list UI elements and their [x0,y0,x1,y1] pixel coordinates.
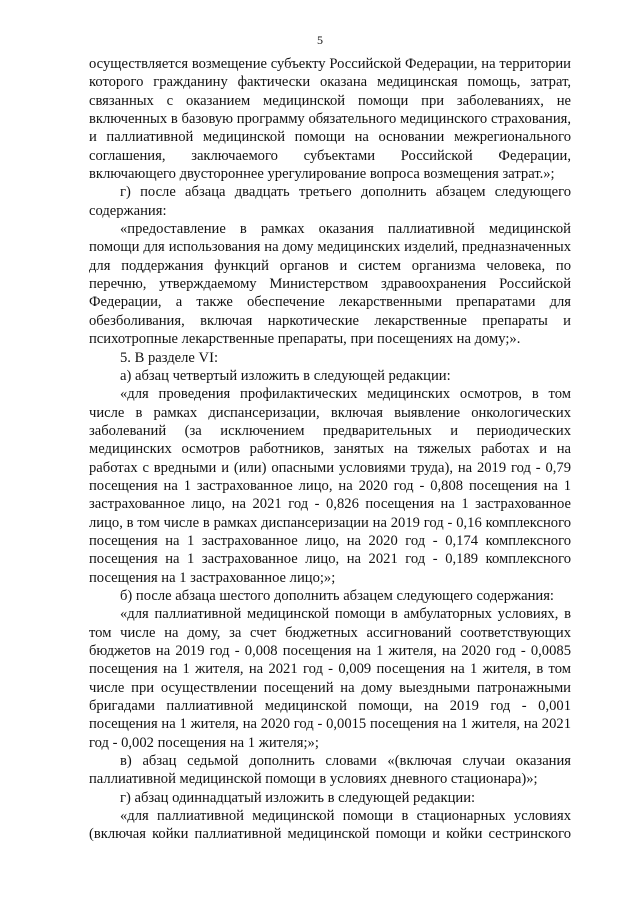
paragraph-item-g-23: г) после абзаца двадцать третьего дополнить абзацем следующего содержания: [89,184,571,219]
paragraph-item-g-11: г) абзац одиннадцатый изложить в следующей редакции: [120,789,476,806]
document-body [89,55,571,844]
paragraph-preventive-exams: «для проведения профилактических медицинских осмотров, в том числе в рамках диспансеризации, включая выявление онкологических заболеваний (за исключением предварительных и периодических медицинских осмотров работников, занятых на тяжелых работах и на работах с вредными и (или) опасными условиями труда), на 2019 год - 0,79 посещения на 1 застрахованное лицо, на 2020 год - 0,808 посещения на 1 застрахованное лицо, на 2021 год - 0,826 посещения на 1 застрахованное лицо, в том числе в рамках диспансеризации на 2019 год - 0,16 комплексного посещения на 1 застрахованное лицо, на 2020 год - 0,174 комплексного посещения на 1 застрахованное лицо, на 2021 год - 0,189 комплексного посещения на 1 застрахованное лицо;»; [89,386,571,586]
paragraph-palliative-home-devices: «предоставление в рамках оказания паллиативной медицинской помощи для использования на дому медицинских изделий, предназначенных для поддержания функций органов и систем организма человека, по перечню, утверждаемому Министерством здравоохранения Российской Федерации, а также обеспечение лекарственными препаратами для обезболивания, включая наркотические лекарственные препараты и психотропные лекарственные препараты, при посещениях на дому;». [89,221,571,348]
paragraph-item-v: в) абзац седьмой дополнить словами «(включая случаи оказания паллиативной медицинской помощи в условиях дневного стационара)»; [89,753,571,788]
paragraph-palliative-inpatient: «для паллиативной медицинской помощи в стационарных условиях (включая койки паллиативной медицинской помощи и койки сестринского [89,808,571,843]
paragraph-section-vi-heading: 5. В разделе VI: [120,349,219,366]
page-number: 5 [317,33,323,47]
paragraph-reimbursement-continuation: осуществляется возмещение субъекту Российской Федерации, на территории которого гражданину фактически оказана медицинская помощь, затрат, связанных с оказанием медицинской помощи при заболеваниях, не включенных в базовую программу обязательного медицинского страхования, и паллиативной медицинской помощи на основании межрегионального соглашения, заключаемого субъектами Российской Федерации, включающего двустороннее урегулирование вопроса возмещения затрат.»; [89,56,571,183]
paragraph-palliative-outpatient: «для паллиативной медицинской помощи в амбулаторных условиях, в том числе на дому, за счет бюджетных ассигнований соответствующих бюджетов на 2019 год - 0,008 посещения на 1 жителя, на 2020 год - 0,0085 посещения на 1 жителя, на 2021 год - 0,009 посещения на 1 жителя, в том числе при осуществлении посещений на дому выездными патронажными бригадами паллиативной медицинской помощи, на 2019 год - 0,001 посещения на 1 жителя, на 2020 год - 0,0015 посещения на 1 жителя, на 2021 год - 0,002 посещения на 1 жителя;»; [89,606,571,751]
paragraph-item-b: б) после абзаца шестого дополнить абзацем следующего содержания: [120,587,554,604]
paragraph-item-a: а) абзац четвертый изложить в следующей редакции: [120,367,451,384]
